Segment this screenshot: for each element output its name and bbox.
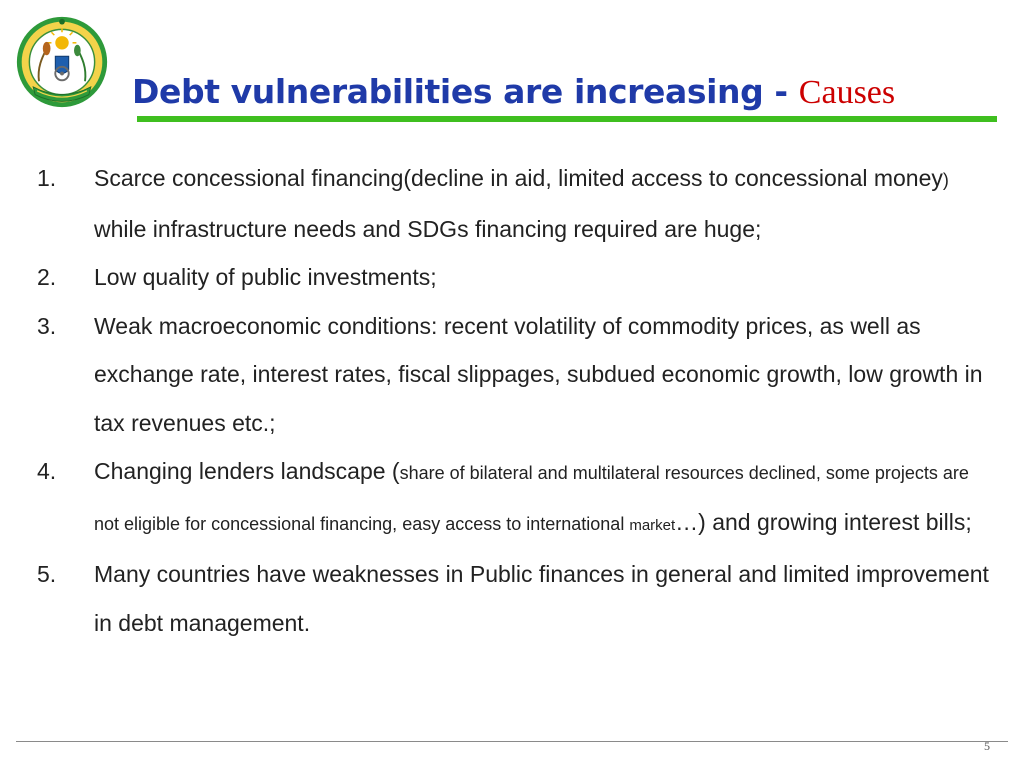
cause-item-2 xyxy=(0,253,994,302)
title-main-text: Debt vulnerabilities are increasing - xyxy=(132,72,799,111)
cause-text-part: Low quality of public investments; xyxy=(94,264,437,290)
page-number: 5 xyxy=(984,739,990,753)
cause-text-part: Scarce concessional financing(decline in aid, limited access to concessional money xyxy=(94,165,943,191)
cause-item-4 xyxy=(0,447,994,550)
cause-text-part: ) xyxy=(942,170,949,190)
cause-number: 3. xyxy=(37,312,57,339)
cause-text-part: share of bilateral and multilateral resources declined, some projects are not eligible for concessional financing, easy access to international xyxy=(94,463,969,534)
cause-number: 1. xyxy=(37,165,57,191)
causes-list xyxy=(0,154,1024,647)
cause-text-part: …) and growing interest bills; xyxy=(675,508,972,535)
title-accent-text: Causes xyxy=(798,74,896,111)
cause-item-3 xyxy=(0,302,994,448)
cause-item-1 xyxy=(0,154,994,253)
cause-text xyxy=(94,447,994,550)
cause-text xyxy=(94,154,994,253)
cause-text-part: while infrastructure needs and SDGs financing required are huge; xyxy=(94,215,762,242)
title-underline-divider xyxy=(137,116,997,122)
cause-text xyxy=(94,253,994,302)
cause-number: 4. xyxy=(37,458,57,484)
cause-number: 5. xyxy=(37,561,57,587)
cause-text-part: Many countries have weaknesses in Public finances in general and limited improvement in debt management. xyxy=(94,561,989,636)
cause-text xyxy=(94,302,994,448)
cause-item-5 xyxy=(0,550,994,647)
cause-text-part: Weak macroeconomic conditions: recent volatility of commodity prices, as well as exchange rate, interest rates, fiscal slippages, subdued economic growth, low growth in tax revenues etc.; xyxy=(94,312,983,436)
cause-text-part: Changing lenders landscape ( xyxy=(94,458,400,484)
coat-of-arms-emblem-icon xyxy=(14,14,110,110)
cause-text xyxy=(94,550,994,647)
cause-text-part: market xyxy=(629,516,676,534)
cause-number: 2. xyxy=(37,264,57,290)
footer-divider xyxy=(16,741,1008,742)
page-title xyxy=(132,70,895,115)
